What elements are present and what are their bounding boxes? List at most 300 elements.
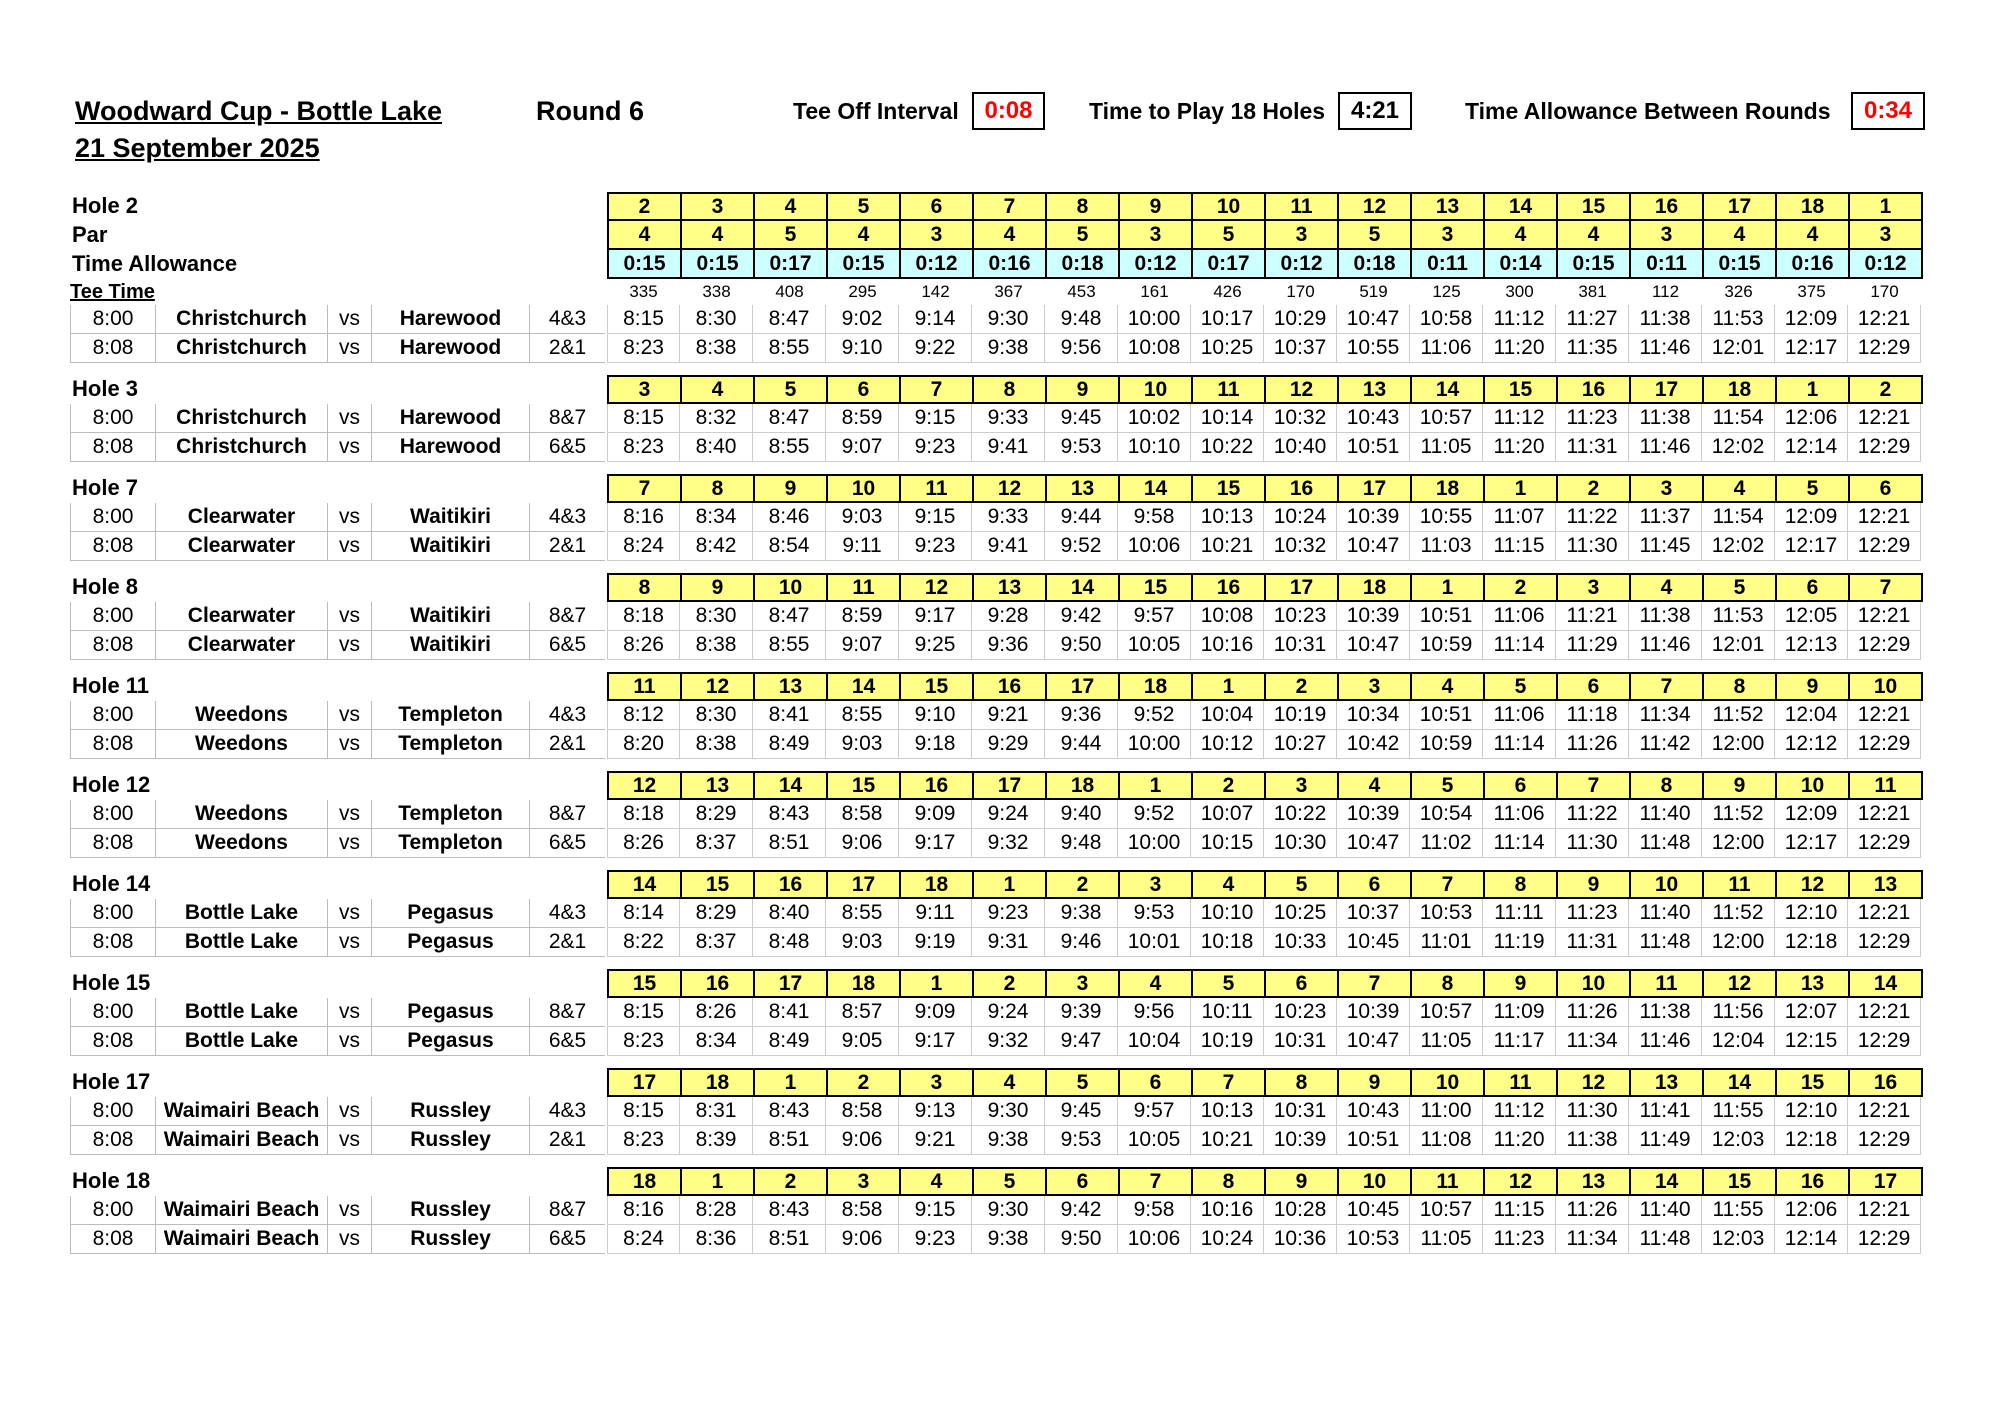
- hole-time-cell-13: 11:14: [1483, 631, 1556, 660]
- hole-sequence-cell-1: 17: [609, 1070, 682, 1097]
- par-cell-17: 4: [1777, 221, 1850, 250]
- hole-sequence-cell-10: 17: [1266, 575, 1339, 602]
- hole-time-cell-16: 11:53: [1702, 305, 1775, 334]
- hole-sequence-cell-6: 4: [974, 1070, 1047, 1097]
- hole-time-cell-6: 9:30: [972, 305, 1045, 334]
- hole-sequence-cell-18: 6: [1850, 476, 1923, 503]
- allowance-cell-18: 0:12: [1850, 250, 1923, 279]
- hole-sequence-cell-11: 3: [1339, 674, 1412, 701]
- hole-time-cell-6: 9:29: [972, 730, 1045, 759]
- hole-time-cell-14: 11:38: [1556, 1126, 1629, 1155]
- hole-time-cell-2: 8:26: [680, 998, 753, 1027]
- hole-time-cell-18: 12:29: [1848, 1027, 1921, 1056]
- hole-time-cell-16: 11:55: [1702, 1097, 1775, 1126]
- hole-header-row: [70, 969, 1923, 998]
- hole-time-cell-15: 11:40: [1629, 899, 1702, 928]
- hole-sequence-cell-9: 8: [1193, 1169, 1266, 1196]
- hole-time-cell-2: 8:38: [680, 334, 753, 363]
- match-row: [70, 305, 1923, 334]
- hole-time-cell-2: 8:28: [680, 1196, 753, 1225]
- hole-time-cell-13: 11:17: [1483, 1027, 1556, 1056]
- vs-label: vs: [328, 433, 372, 462]
- hole-time-cell-3: 8:43: [753, 1196, 826, 1225]
- hole-time-cell-5: 9:14: [899, 305, 972, 334]
- hole-number-cell-11: 12: [1339, 194, 1412, 221]
- hole-number-cell-1: 2: [609, 194, 682, 221]
- hole-time-cell-1: 8:12: [607, 701, 680, 730]
- distance-cell-1: 335: [629, 282, 658, 301]
- schedule-table: [70, 192, 1923, 1254]
- hole-time-cell-10: 10:27: [1264, 730, 1337, 759]
- hole-time-cell-7: 9:53: [1045, 1126, 1118, 1155]
- hole-block-label: Hole 3: [72, 376, 139, 401]
- hole-time-cell-3: 8:43: [753, 800, 826, 829]
- hole-sequence: [607, 573, 1923, 602]
- hole-sequence-cell-6: 13: [974, 575, 1047, 602]
- hole-time-cell-7: 9:48: [1045, 305, 1118, 334]
- hole-time-cell-2: 8:34: [680, 503, 753, 532]
- hole-time-cell-18: 12:21: [1848, 503, 1921, 532]
- hole-time-cell-18: 12:29: [1848, 433, 1921, 462]
- hole-time-cell-13: 11:06: [1483, 701, 1556, 730]
- hole-time-cell-18: 12:21: [1848, 1097, 1921, 1126]
- hole-time-cell-1: 8:15: [607, 998, 680, 1027]
- hole-time-cell-18: 12:21: [1848, 800, 1921, 829]
- vs-label: vs: [328, 1225, 372, 1254]
- vs-label: vs: [328, 503, 372, 532]
- hole-time-cell-12: 10:57: [1410, 404, 1483, 433]
- hole-time-cell-14: 11:30: [1556, 532, 1629, 561]
- distance-row: [70, 279, 1923, 305]
- hole-time-cell-11: 10:47: [1337, 631, 1410, 660]
- hole-time-cell-8: 9:53: [1118, 899, 1191, 928]
- hole-time-cell-4: 9:02: [826, 305, 899, 334]
- hole-time-cell-8: 10:05: [1118, 1126, 1191, 1155]
- hole-sequence-cell-3: 9: [755, 476, 828, 503]
- hole-time-cell-4: 8:57: [826, 998, 899, 1027]
- hole-times: [607, 602, 1921, 631]
- hole-sequence: [607, 1068, 1923, 1097]
- hole-time-cell-8: 9:52: [1118, 800, 1191, 829]
- hole-time-cell-2: 8:39: [680, 1126, 753, 1155]
- hole-block-label: Hole 11: [72, 673, 150, 698]
- hole-time-cell-15: 11:40: [1629, 1196, 1702, 1225]
- hole-sequence-cell-1: 15: [609, 971, 682, 998]
- hole-sequence-cell-3: 17: [755, 971, 828, 998]
- team-2: Waitikiri: [372, 532, 530, 561]
- hole-sequence-cell-6: 12: [974, 476, 1047, 503]
- hole-time-cell-8: 10:00: [1118, 305, 1191, 334]
- hole-time-cell-14: 11:18: [1556, 701, 1629, 730]
- hole-sequence-cell-16: 5: [1704, 575, 1777, 602]
- hole-number-cell-3: 4: [755, 194, 828, 221]
- match-result: 4&3: [530, 899, 605, 928]
- match-row: [70, 800, 1923, 829]
- tee-off-interval-value: 0:08: [972, 92, 1045, 130]
- hole-times: [607, 1126, 1921, 1155]
- hole-sequence-cell-16: 14: [1704, 1070, 1777, 1097]
- hole-time-cell-9: 10:04: [1191, 701, 1264, 730]
- hole-time-cell-4: 9:07: [826, 631, 899, 660]
- hole-block: [70, 1167, 1923, 1254]
- hole-block: [70, 969, 1923, 1068]
- hole-time-cell-17: 12:17: [1775, 334, 1848, 363]
- hole-time-cell-9: 10:17: [1191, 305, 1264, 334]
- tee-time: 8:00: [70, 503, 156, 532]
- hole-time-cell-15: 11:38: [1629, 404, 1702, 433]
- hole-sequence-cell-2: 9: [682, 575, 755, 602]
- hole-time-cell-8: 10:04: [1118, 1027, 1191, 1056]
- hole-sequence-cell-11: 4: [1339, 773, 1412, 800]
- hole-block-label: Hole 17: [72, 1069, 151, 1094]
- allowance-cell-5: 0:12: [901, 250, 974, 279]
- hole-sequence-cell-16: 15: [1704, 1169, 1777, 1196]
- hole-time-cell-5: 9:17: [899, 829, 972, 858]
- allowance-cell-11: 0:18: [1339, 250, 1412, 279]
- hole-time-cell-2: 8:29: [680, 800, 753, 829]
- hole-sequence-cell-3: 1: [755, 1070, 828, 1097]
- hole-time-cell-1: 8:26: [607, 631, 680, 660]
- match-result: 2&1: [530, 1126, 605, 1155]
- hole-time-cell-3: 8:51: [753, 829, 826, 858]
- hole-sequence-cell-5: 1: [901, 971, 974, 998]
- hole-sequence-cell-3: 5: [755, 377, 828, 404]
- hole-time-cell-2: 8:30: [680, 602, 753, 631]
- hole-time-cell-12: 10:58: [1410, 305, 1483, 334]
- hole-times: [607, 532, 1921, 561]
- hole-time-cell-10: 10:31: [1264, 1027, 1337, 1056]
- team-1: Clearwater: [156, 503, 328, 532]
- hole-time-cell-16: 12:02: [1702, 433, 1775, 462]
- tee-time: 8:00: [70, 1196, 156, 1225]
- time-allowance-label: Time Allowance Between Rounds: [1465, 98, 1831, 124]
- hole-sequence-cell-3: 2: [755, 1169, 828, 1196]
- par-values: [607, 221, 1923, 250]
- hole-block-label: Hole 18: [72, 1168, 151, 1193]
- hole-times: [607, 800, 1921, 829]
- hole-time-cell-5: 9:13: [899, 1097, 972, 1126]
- hole-time-cell-7: 9:46: [1045, 928, 1118, 957]
- team-2: Templeton: [372, 829, 530, 858]
- hole-time-cell-9: 10:08: [1191, 602, 1264, 631]
- hole-time-cell-1: 8:15: [607, 1097, 680, 1126]
- match-result: 6&5: [530, 433, 605, 462]
- vs-label: vs: [328, 532, 372, 561]
- hole-time-cell-1: 8:18: [607, 800, 680, 829]
- hole-time-cell-8: 10:08: [1118, 334, 1191, 363]
- hole-number-cell-10: 11: [1266, 194, 1339, 221]
- allowance-cell-13: 0:14: [1485, 250, 1558, 279]
- hole-time-cell-17: 12:09: [1775, 800, 1848, 829]
- intro-hole-label: Hole 2: [72, 193, 139, 218]
- tee-time: 8:00: [70, 305, 156, 334]
- hole-sequence-cell-8: 14: [1120, 476, 1193, 503]
- team-2: Pegasus: [372, 998, 530, 1027]
- hole-time-cell-14: 11:29: [1556, 631, 1629, 660]
- hole-sequence-cell-1: 8: [609, 575, 682, 602]
- match-row: [70, 928, 1923, 957]
- hole-sequence-cell-13: 1: [1485, 476, 1558, 503]
- hole-time-cell-12: 10:57: [1410, 998, 1483, 1027]
- hole-time-cell-6: 9:31: [972, 928, 1045, 957]
- hole-time-cell-6: 9:24: [972, 800, 1045, 829]
- hole-times: [607, 1196, 1921, 1225]
- hole-time-cell-3: 8:49: [753, 730, 826, 759]
- hole-sequence-cell-14: 9: [1558, 872, 1631, 899]
- hole-time-cell-13: 11:06: [1483, 602, 1556, 631]
- hole-time-cell-8: 10:00: [1118, 730, 1191, 759]
- hole-time-cell-18: 12:29: [1848, 1225, 1921, 1254]
- hole-sequence-cell-18: 2: [1850, 377, 1923, 404]
- hole-time-cell-8: 10:01: [1118, 928, 1191, 957]
- hole-sequence-cell-11: 7: [1339, 971, 1412, 998]
- hole-time-cell-1: 8:23: [607, 433, 680, 462]
- hole-time-cell-16: 12:01: [1702, 334, 1775, 363]
- distance-cell-13: 300: [1505, 282, 1534, 301]
- allowance-cell-8: 0:12: [1120, 250, 1193, 279]
- allowance-label: Time Allowance: [72, 251, 238, 276]
- hole-time-cell-3: 8:41: [753, 998, 826, 1027]
- team-2: Russley: [372, 1097, 530, 1126]
- hole-sequence-cell-1: 11: [609, 674, 682, 701]
- hole-time-cell-14: 11:22: [1556, 800, 1629, 829]
- hole-time-cell-5: 9:17: [899, 1027, 972, 1056]
- hole-time-cell-3: 8:40: [753, 899, 826, 928]
- hole-time-cell-18: 12:21: [1848, 899, 1921, 928]
- match-result: 2&1: [530, 334, 605, 363]
- hole-sequence-cell-8: 6: [1120, 1070, 1193, 1097]
- hole-time-cell-13: 11:19: [1483, 928, 1556, 957]
- hole-time-cell-2: 8:40: [680, 433, 753, 462]
- hole-sequence-cell-3: 14: [755, 773, 828, 800]
- par-cell-5: 3: [901, 221, 974, 250]
- hole-time-cell-9: 10:07: [1191, 800, 1264, 829]
- tee-time-label: Tee Time: [70, 281, 155, 303]
- hole-time-cell-5: 9:25: [899, 631, 972, 660]
- hole-time-cell-14: 11:35: [1556, 334, 1629, 363]
- hole-time-cell-2: 8:31: [680, 1097, 753, 1126]
- hole-sequence-cell-18: 13: [1850, 872, 1923, 899]
- hole-time-cell-5: 9:23: [899, 532, 972, 561]
- tee-time: 8:00: [70, 404, 156, 433]
- hole-time-cell-14: 11:26: [1556, 1196, 1629, 1225]
- hole-time-cell-14: 11:30: [1556, 829, 1629, 858]
- hole-time-cell-5: 9:18: [899, 730, 972, 759]
- hole-sequence-cell-15: 13: [1631, 1070, 1704, 1097]
- hole-sequence-cell-11: 10: [1339, 1169, 1412, 1196]
- hole-time-cell-10: 10:24: [1264, 503, 1337, 532]
- team-2: Templeton: [372, 701, 530, 730]
- hole-time-cell-6: 9:36: [972, 631, 1045, 660]
- allowance-values: [607, 250, 1923, 279]
- hole-times: [607, 928, 1921, 957]
- par-cell-3: 5: [755, 221, 828, 250]
- time-to-play-value: 4:21: [1338, 92, 1412, 130]
- hole-time-cell-16: 11:54: [1702, 503, 1775, 532]
- match-result: 8&7: [530, 602, 605, 631]
- round-label: Round 6: [536, 96, 644, 126]
- hole-times: [607, 433, 1921, 462]
- team-2: Waitikiri: [372, 631, 530, 660]
- hole-time-cell-12: 11:08: [1410, 1126, 1483, 1155]
- hole-time-cell-17: 12:18: [1775, 928, 1848, 957]
- par-cell-8: 3: [1120, 221, 1193, 250]
- hole-time-cell-18: 12:21: [1848, 404, 1921, 433]
- hole-block: [70, 870, 1923, 969]
- hole-time-cell-1: 8:15: [607, 404, 680, 433]
- hole-time-cell-16: 11:52: [1702, 800, 1775, 829]
- hole-time-cell-9: 10:11: [1191, 998, 1264, 1027]
- hole-time-cell-8: 9:57: [1118, 602, 1191, 631]
- hole-sequence-cell-2: 15: [682, 872, 755, 899]
- hole-time-cell-11: 10:45: [1337, 1196, 1410, 1225]
- hole-time-cell-18: 12:29: [1848, 532, 1921, 561]
- hole-sequence-cell-17: 16: [1777, 1169, 1850, 1196]
- allowance-row: [70, 250, 1923, 279]
- hole-number-cell-4: 5: [828, 194, 901, 221]
- hole-time-cell-7: 9:44: [1045, 730, 1118, 759]
- hole-time-cell-9: 10:16: [1191, 631, 1264, 660]
- hole-time-cell-14: 11:31: [1556, 433, 1629, 462]
- hole-sequence-cell-6: 16: [974, 674, 1047, 701]
- hole-sequence-cell-14: 7: [1558, 773, 1631, 800]
- hole-sequence-cell-8: 1: [1120, 773, 1193, 800]
- hole-sequence-cell-2: 1: [682, 1169, 755, 1196]
- par-cell-9: 5: [1193, 221, 1266, 250]
- hole-time-cell-12: 11:06: [1410, 334, 1483, 363]
- hole-number-cell-17: 18: [1777, 194, 1850, 221]
- hole-time-cell-12: 10:59: [1410, 631, 1483, 660]
- hole-sequence-cell-8: 4: [1120, 971, 1193, 998]
- hole-time-cell-14: 11:31: [1556, 928, 1629, 957]
- match-row: [70, 1196, 1923, 1225]
- hole-sequence-cell-15: 11: [1631, 971, 1704, 998]
- hole-sequence-cell-1: 18: [609, 1169, 682, 1196]
- hole-time-cell-11: 10:39: [1337, 602, 1410, 631]
- hole-sequence-cell-3: 10: [755, 575, 828, 602]
- hole-time-cell-7: 9:52: [1045, 532, 1118, 561]
- hole-time-cell-15: 11:46: [1629, 433, 1702, 462]
- hole-time-cell-15: 11:38: [1629, 998, 1702, 1027]
- hole-time-cell-2: 8:30: [680, 305, 753, 334]
- hole-sequence-cell-18: 16: [1850, 1070, 1923, 1097]
- hole-sequence-cell-4: 11: [828, 575, 901, 602]
- hole-time-cell-14: 11:34: [1556, 1027, 1629, 1056]
- team-2: Russley: [372, 1225, 530, 1254]
- hole-time-cell-17: 12:14: [1775, 433, 1848, 462]
- team-1: Waimairi Beach: [156, 1097, 328, 1126]
- tee-time: 8:00: [70, 701, 156, 730]
- match-result: 2&1: [530, 532, 605, 561]
- distance-cell-6: 367: [994, 282, 1023, 301]
- par-cell-4: 4: [828, 221, 901, 250]
- team-2: Harewood: [372, 404, 530, 433]
- match-result: 8&7: [530, 404, 605, 433]
- team-1: Weedons: [156, 800, 328, 829]
- hole-time-cell-2: 8:36: [680, 1225, 753, 1254]
- hole-sequence-cell-7: 5: [1047, 1070, 1120, 1097]
- hole-sequence-cell-15: 10: [1631, 872, 1704, 899]
- hole-sequence-cell-5: 4: [901, 1169, 974, 1196]
- allowance-cell-15: 0:11: [1631, 250, 1704, 279]
- hole-time-cell-3: 8:43: [753, 1097, 826, 1126]
- hole-time-cell-16: 12:00: [1702, 730, 1775, 759]
- par-cell-10: 3: [1266, 221, 1339, 250]
- match-result: 6&5: [530, 631, 605, 660]
- hole-sequence-cell-14: 12: [1558, 1070, 1631, 1097]
- page-title: Woodward Cup - Bottle Lake: [75, 96, 443, 126]
- hole-time-cell-11: 10:37: [1337, 899, 1410, 928]
- vs-label: vs: [328, 334, 372, 363]
- hole-time-cell-11: 10:39: [1337, 998, 1410, 1027]
- hole-time-cell-4: 9:03: [826, 928, 899, 957]
- hole-time-cell-14: 11:23: [1556, 404, 1629, 433]
- match-row: [70, 1126, 1923, 1155]
- hole-sequence-cell-17: 6: [1777, 575, 1850, 602]
- hole-sequence-cell-4: 6: [828, 377, 901, 404]
- hole-sequence: [607, 771, 1923, 800]
- tee-time: 8:00: [70, 602, 156, 631]
- intro-hole-numbers: [607, 192, 1923, 221]
- hole-time-cell-3: 8:55: [753, 334, 826, 363]
- hole-time-cell-9: 10:24: [1191, 1225, 1264, 1254]
- hole-time-cell-6: 9:33: [972, 503, 1045, 532]
- hole-time-cell-16: 11:53: [1702, 602, 1775, 631]
- hole-time-cell-6: 9:38: [972, 1225, 1045, 1254]
- hole-time-cell-3: 8:47: [753, 305, 826, 334]
- team-1: Bottle Lake: [156, 1027, 328, 1056]
- hole-time-cell-4: 9:10: [826, 334, 899, 363]
- hole-sequence-cell-8: 7: [1120, 1169, 1193, 1196]
- hole-sequence-cell-13: 6: [1485, 773, 1558, 800]
- hole-time-cell-18: 12:21: [1848, 998, 1921, 1027]
- hole-time-cell-15: 11:45: [1629, 532, 1702, 561]
- distance-cell-9: 426: [1213, 282, 1242, 301]
- hole-sequence-cell-5: 12: [901, 575, 974, 602]
- hole-time-cell-5: 9:15: [899, 503, 972, 532]
- par-cell-11: 5: [1339, 221, 1412, 250]
- hole-time-cell-16: 11:55: [1702, 1196, 1775, 1225]
- hole-time-cell-7: 9:39: [1045, 998, 1118, 1027]
- hole-time-cell-1: 8:20: [607, 730, 680, 759]
- hole-sequence-cell-2: 13: [682, 773, 755, 800]
- vs-label: vs: [328, 701, 372, 730]
- distance-cell-7: 453: [1067, 282, 1096, 301]
- hole-block: [70, 474, 1923, 573]
- match-row: [70, 899, 1923, 928]
- hole-times: [607, 631, 1921, 660]
- hole-sequence-cell-9: 15: [1193, 476, 1266, 503]
- team-2: Russley: [372, 1126, 530, 1155]
- hole-sequence-cell-4: 10: [828, 476, 901, 503]
- hole-time-cell-8: 9:57: [1118, 1097, 1191, 1126]
- hole-time-cell-1: 8:14: [607, 899, 680, 928]
- tee-time: 8:00: [70, 998, 156, 1027]
- par-label: Par: [72, 222, 108, 247]
- hole-time-cell-2: 8:38: [680, 631, 753, 660]
- hole-time-cell-4: 9:03: [826, 503, 899, 532]
- hole-time-cell-2: 8:30: [680, 701, 753, 730]
- hole-time-cell-18: 12:21: [1848, 1196, 1921, 1225]
- hole-time-cell-7: 9:40: [1045, 800, 1118, 829]
- hole-time-cell-16: 11:52: [1702, 899, 1775, 928]
- hole-sequence-cell-9: 4: [1193, 872, 1266, 899]
- hole-time-cell-12: 11:03: [1410, 532, 1483, 561]
- hole-time-cell-18: 12:21: [1848, 305, 1921, 334]
- hole-sequence-cell-18: 14: [1850, 971, 1923, 998]
- hole-time-cell-13: 11:20: [1483, 1126, 1556, 1155]
- hole-time-cell-9: 10:18: [1191, 928, 1264, 957]
